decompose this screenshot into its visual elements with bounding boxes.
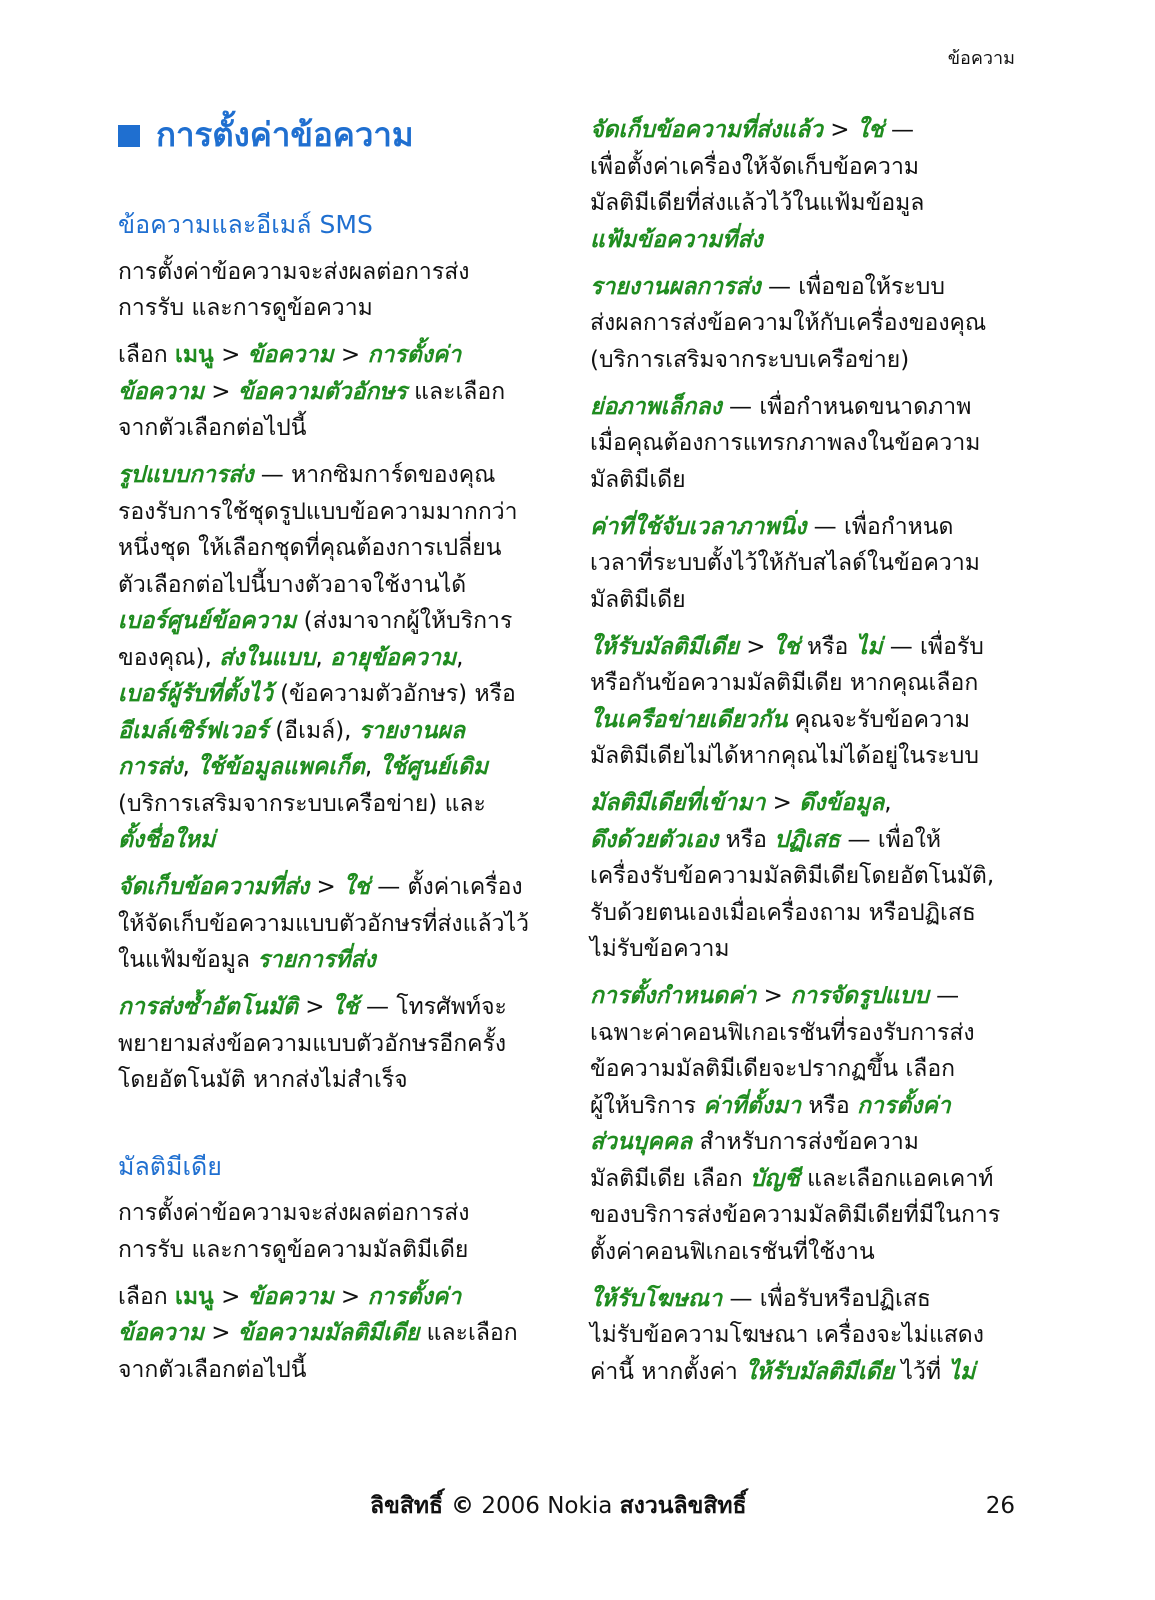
text-run: สำหรับการส่งข้อความ [692, 1129, 919, 1155]
text-run: > [297, 994, 332, 1020]
text-run: > [822, 117, 857, 143]
paragraph [118, 869, 568, 979]
paragraph [118, 254, 568, 327]
menu-option: ปฏิเสธ [774, 826, 841, 853]
text-line [118, 530, 568, 567]
text-run: — [928, 983, 960, 1009]
text-line [118, 567, 568, 604]
text-run: ผู้ให้บริการ [590, 1092, 704, 1119]
paragraph [118, 1279, 568, 1389]
text-run: มัลติมีเดีย เลือก [590, 1165, 750, 1192]
text-run: ตัวเลือกต่อไปนี้บางตัวอาจใช้งานได้ [118, 571, 467, 598]
text-line [590, 629, 1040, 666]
text-line [590, 269, 1040, 306]
text-run: , [456, 644, 464, 671]
text-line [590, 222, 1040, 259]
text-line [118, 254, 568, 291]
paragraph [590, 269, 1040, 379]
menu-option: รายงานผลการส่ง [590, 273, 761, 300]
menu-option: ข้อความ [118, 378, 204, 405]
paragraph [590, 509, 1040, 619]
text-run: — เพื่อขอให้ระบบ [760, 273, 945, 300]
text-line [118, 374, 568, 411]
menu-option: การตั้งค่า [367, 1283, 462, 1310]
menu-option: ใช้ศูนย์เดิม [379, 754, 489, 780]
menu-option: ข้อความ [247, 1283, 334, 1310]
text-run: ข้อความมัลติมีเดียจะปรากฏขึ้น เลือก [590, 1056, 956, 1082]
text-run: เครื่องรับข้อความมัลติมีเดียโดยอัตโนมัติ, [590, 863, 995, 889]
text-line [590, 185, 1040, 222]
section-title [118, 113, 568, 157]
text-line [590, 1197, 1040, 1234]
text-line [590, 425, 1040, 462]
text-run: โดยอัตโนมัติ หากส่งไม่สำเร็จ [118, 1067, 408, 1093]
text-line [590, 738, 1040, 775]
text-run: ส่งผลการส่งข้อความให้กับเครื่องของคุณ [590, 310, 987, 336]
subheading: มัลติมีเดีย [118, 1151, 222, 1181]
text-run: — [883, 117, 915, 143]
text-run: รับด้วยตนเองเมื่อเครื่องถาม หรือปฏิเสธ [590, 899, 976, 926]
text-run: > [738, 633, 773, 660]
text-run: เฉพาะค่าคอนฟิเกอเรชันที่รองรับการส่ง [590, 1019, 975, 1046]
text-run: ตั้งค่าคอนฟิเกอเรชันที่ใช้งาน [590, 1238, 875, 1265]
text-run: หรือ [801, 1092, 857, 1119]
text-run: 2006 Nokia [474, 1493, 620, 1519]
text-line [590, 1317, 1040, 1354]
text-line [590, 1161, 1040, 1198]
text-run: (บริการเสริมจากระบบเครือข่าย) และ [118, 790, 486, 817]
text-run: และเลือก [419, 1320, 518, 1346]
text-line [590, 1088, 1040, 1125]
text-run: จากตัวเลือกต่อไปนี้ [118, 1356, 307, 1383]
menu-option: อายุข้อความ [329, 644, 457, 671]
text-line [590, 895, 1040, 932]
text-line [590, 931, 1040, 968]
menu-option: การส่งซ้ำอัตโนมัติ [118, 994, 298, 1020]
menu-option: ใช่ [772, 633, 800, 660]
menu-option: การตั้งค่า [367, 342, 462, 368]
menu-option: ใช้ข้อมูลแพคเก็ต [197, 754, 365, 780]
text-line [118, 337, 568, 374]
menu-option: การตั้งกำหนดค่า [590, 983, 757, 1009]
menu-command: เมนู [175, 1283, 214, 1310]
text-line [118, 869, 568, 906]
text-line [118, 603, 568, 640]
text-run: การรับ และการดูข้อความ [118, 295, 373, 321]
paragraph [118, 337, 568, 447]
text-run: ไม่รับข้อความ [590, 936, 730, 962]
menu-option: รูปแบบการส่ง [118, 462, 254, 488]
text-line [118, 457, 568, 494]
text-line [118, 1232, 568, 1269]
text-line [590, 665, 1040, 702]
text-line [590, 1234, 1040, 1271]
text-run: — เพื่อกำหนดขนาดภาพ [721, 393, 972, 420]
menu-option: ข้อความตัวอักษร [237, 378, 407, 405]
text-line [118, 1062, 568, 1099]
text-run: เพื่อตั้งค่าเครื่องให้จัดเก็บข้อความ [590, 153, 920, 180]
paragraph [590, 389, 1040, 499]
text-line [590, 582, 1040, 619]
section-title-text: การตั้งค่าข้อความ [156, 115, 414, 154]
text-run: — เพื่อรับหรือปฏิเสธ [722, 1285, 931, 1312]
text-run: ให้จัดเก็บข้อความแบบตัวอักษรที่ส่งแล้วไว้ [118, 910, 529, 937]
text-line [590, 112, 1040, 149]
text-run: > [203, 378, 238, 405]
text-run: มัลติมีเดีย [590, 466, 686, 493]
text-line [590, 978, 1040, 1015]
text-line [118, 989, 568, 1026]
text-run: การตั้งค่าข้อความจะส่งผลต่อการส่ง [118, 1200, 470, 1226]
text-run: > [756, 983, 791, 1009]
text-line [118, 906, 568, 943]
text-run: , [315, 644, 330, 671]
text-line [590, 702, 1040, 739]
menu-option: เบอร์ผู้รับที่ตั้งไว้ [118, 681, 273, 707]
menu-option: เบอร์ศูนย์ข้อความ [118, 608, 297, 634]
paragraph [118, 989, 568, 1099]
menu-option: ค่าที่ใช้จับเวลาภาพนิ่ง [590, 513, 807, 540]
page-number: 26 [985, 1493, 1015, 1519]
paragraph [590, 978, 1040, 1270]
right-column [590, 112, 1040, 1390]
menu-option: บัญชี [749, 1165, 800, 1192]
text-run: > [203, 1320, 238, 1346]
left-column [118, 113, 568, 1388]
text-line [118, 1026, 568, 1063]
menu-option: การส่ง [118, 754, 183, 780]
menu-option: ในเครือข่ายเดียวกัน [590, 706, 788, 733]
text-run: ค่านี้ หากตั้งค่า [590, 1358, 746, 1385]
text-line [118, 1352, 568, 1389]
menu-option: ค่าที่ตั้งมา [703, 1092, 802, 1119]
paragraph [590, 1281, 1040, 1391]
text-run: เมื่อคุณต้องการแทรกภาพลงในข้อความ [590, 430, 981, 456]
text-run: คุณจะรับข้อความ [787, 706, 971, 733]
bold-text: ลิขสิทธิ์ © [370, 1493, 475, 1519]
paragraph [118, 1195, 568, 1268]
menu-option: รายงานผล [358, 717, 465, 744]
text-line [590, 149, 1040, 186]
text-line [118, 822, 568, 859]
text-run: ของบริการส่งข้อความมัลติมีเดียที่มีในการ [590, 1202, 1001, 1228]
menu-option: ส่วนบุคคล [590, 1129, 693, 1155]
text-run: , [182, 754, 198, 780]
running-head: ข้อความ [947, 48, 1015, 69]
text-run: การตั้งค่าข้อความจะส่งผลต่อการส่ง [118, 258, 470, 285]
text-run: — หากซิมการ์ดของคุณ [253, 462, 496, 488]
text-line [118, 1315, 568, 1352]
menu-option: การตั้งค่า [857, 1092, 951, 1119]
text-run: > [213, 1283, 248, 1310]
square-bullet-icon [118, 125, 140, 147]
text-line [118, 290, 568, 327]
text-line [590, 545, 1040, 582]
text-run: — โทรศัพท์จะ [358, 994, 507, 1020]
text-run: (ข้อความตัวอักษร) หรือ [272, 681, 516, 707]
text-run: เลือก [118, 1283, 176, 1310]
menu-option: มัลติมีเดียที่เข้ามา [590, 790, 766, 816]
menu-option: แฟ้มข้อความที่ส่ง [590, 226, 763, 253]
text-run: มัลติมีเดีย [590, 586, 686, 613]
text-run: จากตัวเลือกต่อไปนี้ [118, 415, 307, 441]
text-line [118, 640, 568, 677]
menu-option: รายการที่ส่ง [257, 947, 376, 973]
text-run: หรือกันข้อความมัลติมีเดีย หากคุณเลือก [590, 670, 979, 696]
text-line [590, 822, 1040, 859]
footer-copyright [370, 1490, 747, 1522]
text-run: เลือก [118, 342, 176, 368]
menu-option: ใช่ [856, 117, 884, 143]
text-line [590, 858, 1040, 895]
text-line [590, 305, 1040, 342]
menu-option: ไม่ [855, 633, 883, 660]
menu-command: เมนู [175, 342, 214, 368]
menu-option: ดึงด้วยตัวเอง [590, 826, 719, 853]
text-run: ในแฟ้มข้อมูล [118, 947, 258, 973]
text-run: มัลติมีเดียไม่ได้หากคุณไม่ได้อยู่ในระบบ [590, 743, 979, 769]
text-line [590, 1124, 1040, 1161]
text-line [118, 749, 568, 786]
text-run: , [884, 790, 892, 816]
text-run: > [765, 790, 800, 816]
paragraph [590, 629, 1040, 775]
menu-option: ให้รับมัลติมีเดีย [745, 1358, 895, 1385]
text-run: พยายามส่งข้อความแบบตัวอักษรอีกครั้ง [118, 1030, 507, 1057]
paragraph [590, 785, 1040, 968]
text-run: หรือ [799, 633, 856, 660]
text-line [590, 462, 1040, 499]
menu-option: ให้รับมัลติมีเดีย [590, 633, 739, 660]
menu-option: อีเมล์เซิร์ฟเวอร์ [118, 717, 268, 744]
text-run: > [333, 1283, 368, 1310]
menu-option: ข้อความ [118, 1320, 204, 1346]
menu-option: จัดเก็บข้อความที่ส่ง [118, 874, 310, 900]
text-run: และเลือก [406, 378, 506, 405]
text-line [118, 410, 568, 447]
text-line [590, 342, 1040, 379]
text-line [118, 494, 568, 531]
menu-option: จัดเก็บข้อความที่ส่งแล้ว [590, 117, 823, 143]
text-run: > [309, 874, 344, 900]
bold-text: สงวนลิขสิทธิ์ [619, 1493, 747, 1519]
text-run: — ตั้งค่าเครื่อง [369, 874, 523, 900]
menu-option: ดึงข้อมูล [799, 790, 885, 816]
menu-option: ข้อความ [247, 342, 334, 368]
text-line [590, 1281, 1040, 1318]
menu-option: ใช่ [343, 874, 370, 900]
text-run: — เพื่อรับ [882, 633, 984, 660]
menu-option: ไม่ [948, 1358, 976, 1385]
text-run: มัลติมีเดียที่ส่งแล้วไว้ในแฟ้มข้อมูล [590, 190, 925, 216]
subheading: ข้อความและอีเมล์ SMS [118, 210, 373, 239]
paragraph [590, 112, 1040, 258]
text-line [590, 785, 1040, 822]
menu-option: ตั้งชื่อใหม่ [118, 827, 216, 853]
menu-option: ส่งในแบบ [219, 644, 316, 671]
text-run: และเลือกแอคเคาท์ [799, 1165, 994, 1192]
text-run: , [364, 754, 380, 780]
text-line [590, 1051, 1040, 1088]
text-line [118, 786, 568, 823]
text-run: เวลาที่ระบบตั้งไว้ให้กับสไลด์ในข้อความ [590, 550, 980, 576]
text-run: (บริการเสริมจากระบบเครือข่าย) [590, 346, 910, 373]
text-run: รองรับการใช้ชุดรูปแบบข้อความมากกว่า [118, 498, 518, 525]
menu-option: ใช้ [331, 994, 359, 1020]
text-run: (อีเมล์), [267, 717, 359, 744]
text-line [118, 713, 568, 750]
text-run: ของคุณ), [118, 644, 220, 671]
text-run: หรือ [718, 826, 775, 853]
menu-option: ย่อภาพเล็กลง [590, 393, 722, 420]
text-run: > [213, 342, 248, 368]
paragraph [118, 457, 568, 859]
text-run: — เพื่อกำหนด [806, 513, 954, 540]
text-line [590, 1354, 1040, 1391]
text-run: — เพื่อให้ [840, 826, 942, 853]
text-line [118, 1279, 568, 1316]
menu-option: ข้อความมัลติมีเดีย [237, 1320, 420, 1346]
text-line [590, 1015, 1040, 1052]
text-run: การรับ และการดูข้อความมัลติมีเดีย [118, 1236, 469, 1263]
text-run: (ส่งมาจากผู้ให้บริการ [296, 608, 513, 634]
text-line [590, 509, 1040, 546]
text-line [590, 389, 1040, 426]
text-line [118, 676, 568, 713]
text-run: หนึ่งชุด ให้เลือกชุดที่คุณต้องการเปลี่ยน [118, 535, 502, 561]
text-run: ไม่รับข้อความโฆษณา เครื่องจะไม่แสดง [590, 1322, 984, 1348]
menu-option: การจัดรูปแบบ [790, 983, 929, 1009]
text-run: > [333, 342, 368, 368]
menu-option: ให้รับโฆษณา [590, 1285, 723, 1312]
text-line [118, 1195, 568, 1232]
text-line [118, 942, 568, 979]
text-run: ไว้ที่ [894, 1358, 949, 1385]
